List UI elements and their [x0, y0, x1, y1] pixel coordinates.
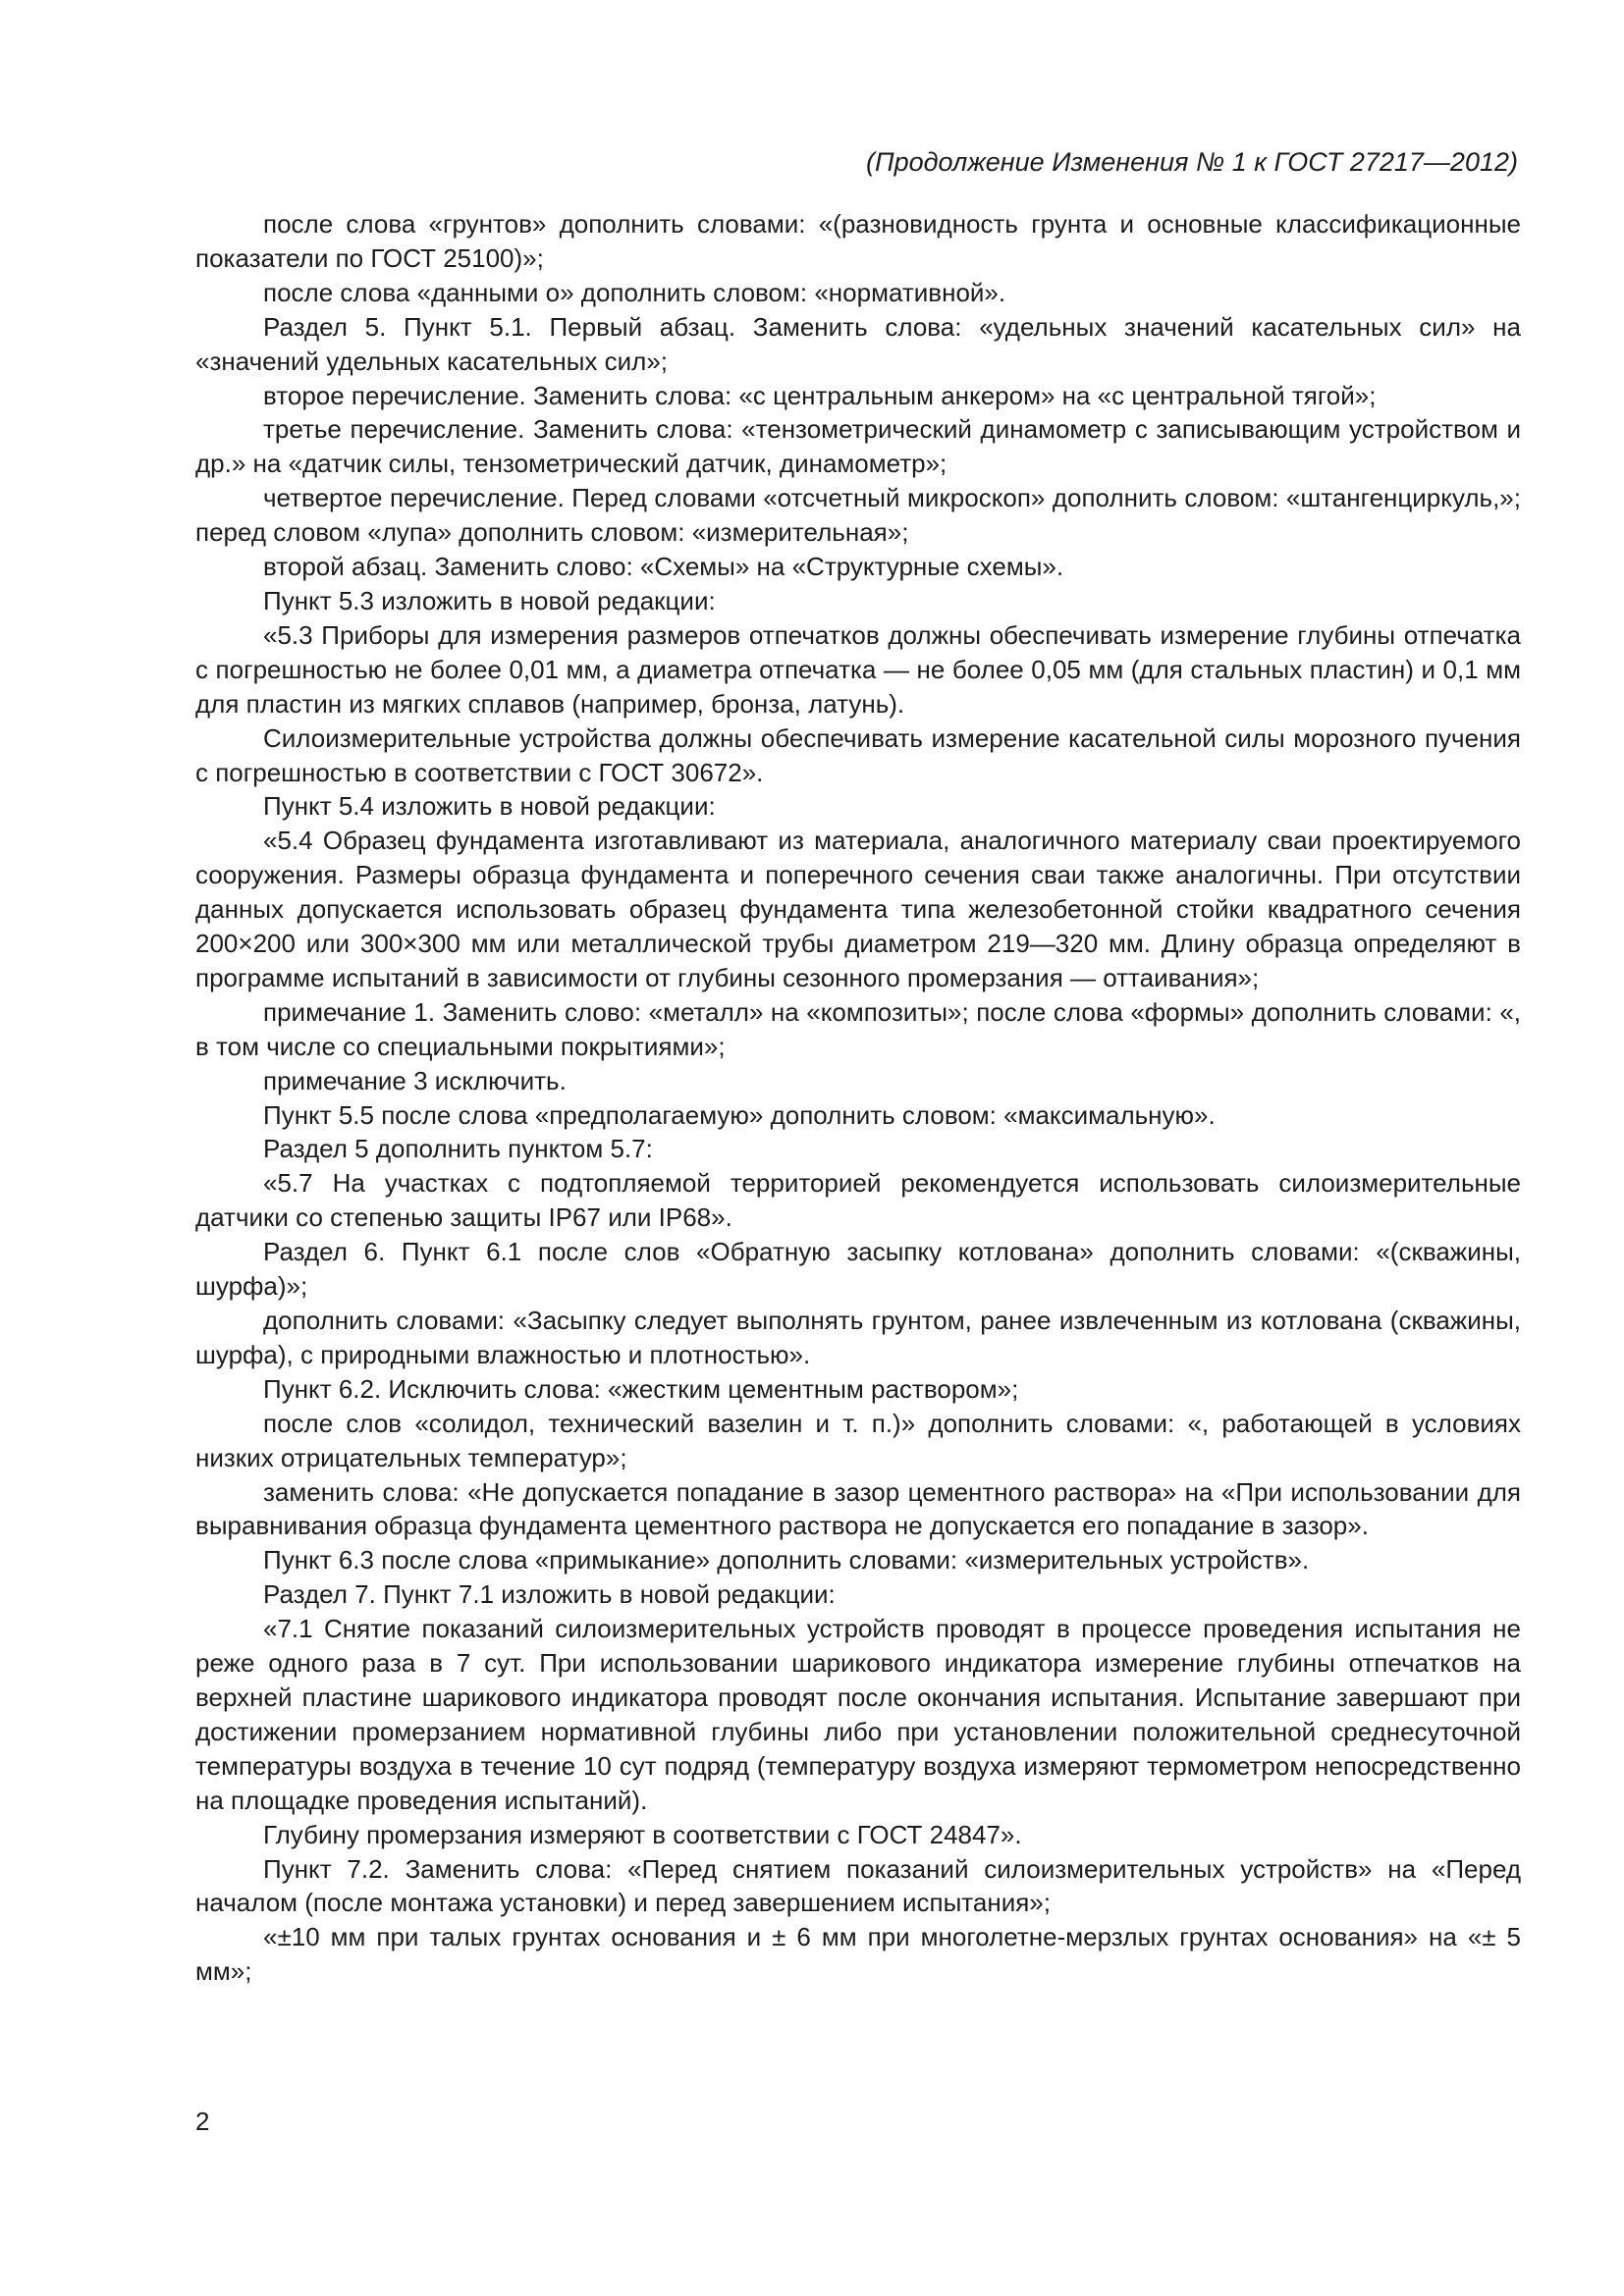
paragraph: после слова «данными о» дополнить словом: «нормативной».: [263, 277, 1006, 307]
paragraph: Пункт 6.2. Исключить слова: «жестким цементным раствором»;: [263, 1373, 1019, 1404]
paragraph: Пункт 5.3 изложить в новой редакции:: [263, 585, 716, 615]
paragraph: «7.1 Снятие показаний силоизмерительных устройств проводят в процессе проведения испытания не реже одного раза в 7 сут. При использовании шарикового индикатора измерение глубины отпечатков на верхней пластине шарикового индикатора проводят после окончания испытания. Испытание завершают при достижении промерзанием нормативной глубины либо при установлении положительной среднесуточной температуры воздуха в течение 10 сут подряд (температуру воздуха измеряют термометром непосредственно на площадке проведения испытаний).: [195, 1614, 1521, 1815]
paragraph: четвертое перечисление. Перед словами «отсчетный микроскоп» дополнить словом: «штангенциркуль,»; перед словом «лупа» дополнить словом: «измерительная»;: [195, 483, 1521, 548]
paragraph: «5.7 На участках с подтопляемой территорией рекомендуется использовать силоизмерительные датчики со степенью защиты IP67 или IP68».: [195, 1168, 1521, 1233]
paragraph: Глубину промерзания измеряют в соответствии с ГОСТ 24847».: [263, 1819, 1022, 1849]
paragraph: после слова «грунтов» дополнить словами: «(разновидность грунта и основные классификационные показатели по ГОСТ 25100)»;: [195, 209, 1521, 273]
paragraph: второй абзац. Заменить слово: «Схемы» на «Структурные схемы».: [263, 552, 1064, 582]
paragraph: третье перечисление. Заменить слова: «тензометрический динамометр с записывающим устройством и др.» на «датчик силы, тензометрический датчик, динамометр»;: [195, 414, 1521, 479]
paragraph: после слов «солидол, технический вазелин и т. п.)» дополнить словами: «, работающей в условиях низких отрицательных температур»;: [195, 1408, 1521, 1472]
paragraph: второе перечисление. Заменить слова: «с центральным анкером» на «с центральной тягой»;: [263, 380, 1377, 410]
paragraph: Пункт 5.5 после слова «предполагаемую» дополнить словом: «максимальную».: [263, 1099, 1216, 1130]
body-text: [195, 207, 1521, 1989]
paragraph: Раздел 5 дополнить пунктом 5.7:: [263, 1134, 653, 1164]
paragraph: примечание 1. Заменить слово: «металл» на «композиты»; после слова «формы» дополнить словами: «, в том числе со специальными покрытиями»;: [195, 996, 1521, 1061]
paragraph: «5.4 Образец фундамента изготавливают из материала, аналогичного материалу сваи проектируемого сооружения. Размеры образца фундамента и поперечного сечения сваи также аналогичны. При отсутствии данных допускается использовать образец фундамента типа железобетонной стойки квадратного сечения 200×200 или 300×300 мм или металлической трубы диаметром 219—320 мм. Длину образца определяют в программе испытаний в зависимости от глубины сезонного промерзания — оттаивания»;: [195, 826, 1521, 992]
paragraph: Раздел 6. Пункт 6.1 после слов «Обратную засыпку котлована» дополнить словами: «(скважины, шурфа)»;: [195, 1237, 1521, 1302]
paragraph: Пункт 6.3 после слова «примыкание» дополнить словами: «измерительных устройств».: [263, 1545, 1310, 1575]
paragraph: дополнить словами: «Засыпку следует выполнять грунтом, ранее извлеченным из котлована (скважины, шурфа), с природными влажностью и плотностью».: [195, 1306, 1521, 1369]
paragraph: примечание 3 исключить.: [263, 1065, 567, 1095]
paragraph: Пункт 7.2. Заменить слова: «Перед снятием показаний силоизмерительных устройств» на «Перед началом (после монтажа установки) и перед завершением испытания»;: [195, 1853, 1521, 1918]
page-number: 2: [195, 2107, 210, 2136]
paragraph: «±10 мм при талых грунтах основания и ± 6 мм при многолетне-мерзлых грунтах основания» на «± 5 мм»;: [195, 1922, 1521, 1987]
paragraph: Раздел 7. Пункт 7.1 изложить в новой редакции:: [263, 1579, 836, 1610]
paragraph: заменить слова: «Не допускается попадание в зазор цементного раствора» на «При использовании для выравнивания образца фундамента цементного раствора не допускается его попадание в зазор».: [195, 1476, 1521, 1541]
paragraph: Раздел 5. Пункт 5.1. Первый абзац. Заменить слова: «удельных значений касательных сил» на «значений удельных касательных сил»;: [195, 311, 1521, 376]
paragraph: Силоизмерительные устройства должны обеспечивать измерение касательной силы морозного пучения с погрешностью в соответствии с ГОСТ 30672».: [195, 722, 1521, 787]
paragraph: «5.3 Приборы для измерения размеров отпечатков должны обеспечивать измерение глубины отпечатка с погрешностью не более 0,01 мм, а диаметра отпечатка — не более 0,05 мм (для стальных пластин) и 0,1 мм для пластин из мягких сплавов (например, бронза, латунь).: [195, 619, 1521, 719]
page-header: (Продолжение Изменения № 1 к ГОСТ 27217—2012): [866, 147, 1518, 177]
paragraph: Пункт 5.4 изложить в новой редакции:: [263, 791, 716, 822]
